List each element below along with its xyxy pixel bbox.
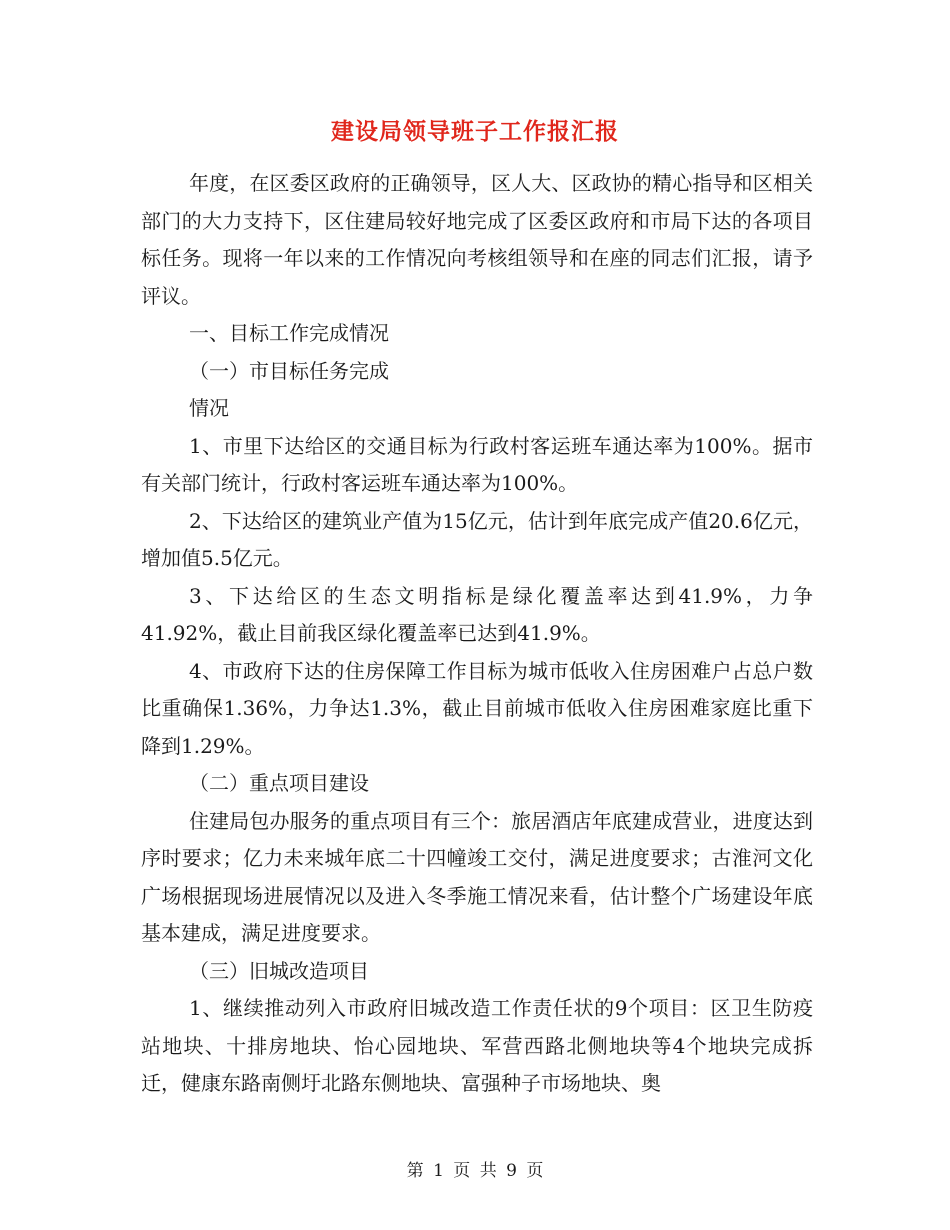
paragraph-intro: 年度，在区委区政府的正确领导，区人大、区政协的精心指导和区相关部门的大力支持下，区住建局较好地完成了区委区政府和市局下达的各项目标任务。现将一年以来的工作情况向考核组领导和在座的同志们汇报，请予评议。 [141, 171, 813, 308]
paragraph-renewal-1: 1、继续推动列入市政府旧城改造工作责任状的9个项目：区卫生防疫站地块、十排房地块、怡心园地块、军营西路北侧地块等4个地块完成拆迁，健康东路南侧圩北路东侧地块、富强种子市场地块、奥 [141, 996, 813, 1095]
paragraph-item-1: 1、市里下达给区的交通目标为行政村客运班车通达率为100%。据市有关部门统计，行政村客运班车通达率为100%。 [141, 433, 813, 495]
subsection-heading-3: （三）旧城改造项目 [189, 958, 369, 983]
section-heading-1: 一、目标工作完成情况 [189, 321, 389, 345]
page-footer: 第 1 页 共 9 页 [406, 1161, 544, 1181]
subsection-heading-1: （一）市目标任务完成 [189, 358, 389, 383]
document-body [141, 165, 813, 1103]
document-title: 建设局领导班子工作报汇报 [331, 118, 619, 145]
paragraph-item-4: 4、市政府下达的住房保障工作目标为城市低收入住房困难户占总户数比重确保1.36%，力争达1.3%，截止目前城市低收入住房困难家庭比重下降到1.29%。 [141, 658, 813, 758]
subsection-heading-1-cont: 情况 [189, 396, 229, 420]
paragraph-key-projects: 住建局包办服务的重点项目有三个：旅居酒店年底建成营业，进度达到序时要求；亿力未来城年底二十四幢竣工交付，满足进度要求；古淮河文化广场根据现场进展情况以及进入冬季施工情况来看，估计整个广场建设年底基本建成，满足进度要求。 [141, 808, 813, 945]
paragraph-item-3: 3、下达给区的生态文明指标是绿化覆盖率达到41.9%，力争41.92%，截止目前我区绿化覆盖率已达到41.9%。 [141, 583, 813, 645]
subsection-heading-2: （二）重点项目建设 [189, 771, 369, 795]
paragraph-item-2: 2、下达给区的建筑业产值为15亿元，估计到年底完成产值20.6亿元，增加值5.5亿元。 [141, 508, 813, 570]
